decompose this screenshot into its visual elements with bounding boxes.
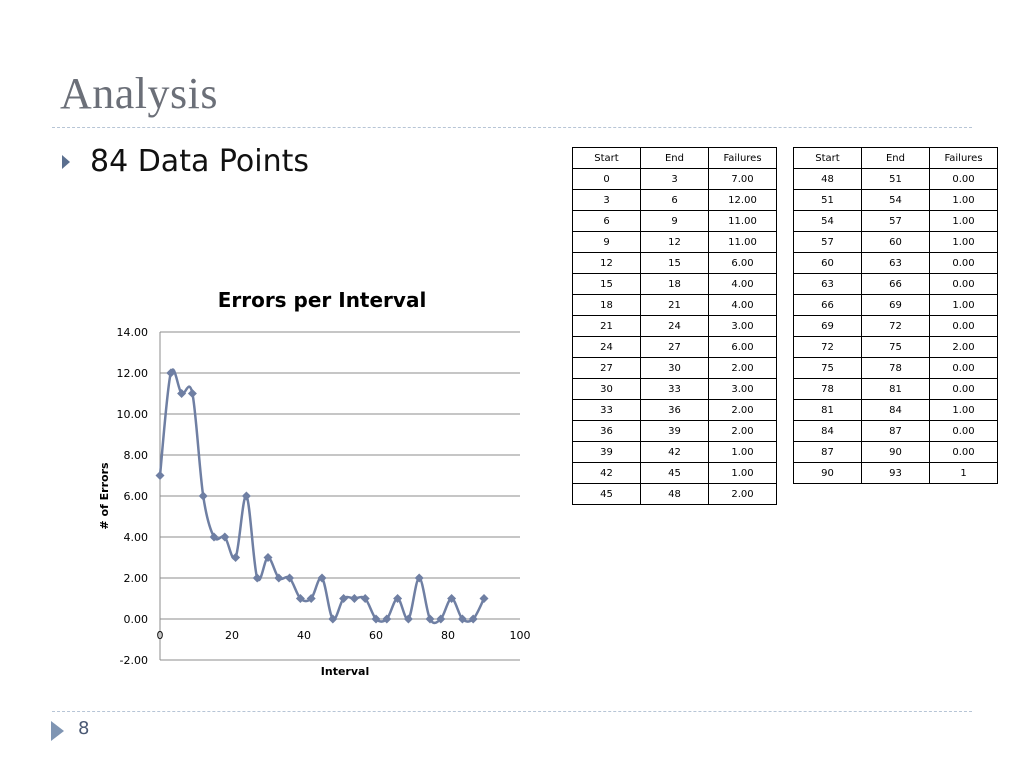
- table-cell: 72: [862, 316, 930, 337]
- table-cell: 93: [862, 463, 930, 484]
- x-axis-label: Interval: [320, 665, 370, 678]
- table-row: [794, 337, 998, 358]
- table-cell: 9: [573, 232, 641, 253]
- y-tick-label: 4.00: [123, 531, 148, 544]
- data-point: [350, 594, 359, 603]
- y-tick-label: 0.00: [123, 613, 148, 626]
- table-header-row: [573, 148, 777, 169]
- table-cell: 63: [794, 274, 862, 295]
- table-cell: 3.00: [709, 379, 777, 400]
- page-number: 8: [78, 718, 90, 739]
- table-cell: 30: [573, 379, 641, 400]
- table-cell: 4.00: [709, 295, 777, 316]
- table-cell: 11.00: [709, 211, 777, 232]
- data-point: [156, 471, 165, 480]
- table-cell: 30: [641, 358, 709, 379]
- bullet-point: [62, 144, 309, 179]
- title-divider: [52, 127, 972, 128]
- column-header: End: [862, 148, 930, 169]
- y-tick-label: -2.00: [119, 654, 148, 667]
- table-cell: 6.00: [709, 253, 777, 274]
- table-row: [794, 358, 998, 379]
- table-cell: 3.00: [709, 316, 777, 337]
- table-cell: 81: [862, 379, 930, 400]
- footer-arrow-icon: [51, 721, 64, 741]
- table-cell: 2.00: [709, 400, 777, 421]
- table-cell: 7.00: [709, 169, 777, 190]
- table-cell: 1.00: [930, 400, 998, 421]
- table-row: [573, 274, 777, 295]
- table-row: [794, 274, 998, 295]
- table-cell: 0.00: [930, 316, 998, 337]
- failures-table-right: [793, 147, 998, 484]
- table-cell: 1.00: [709, 463, 777, 484]
- table-cell: 0.00: [930, 358, 998, 379]
- table-cell: 39: [573, 442, 641, 463]
- footer-divider: [52, 711, 972, 712]
- x-tick-label: 20: [225, 629, 239, 642]
- table-cell: 81: [794, 400, 862, 421]
- y-tick-label: 2.00: [123, 572, 148, 585]
- y-tick-label: 10.00: [116, 408, 148, 421]
- table-cell: 69: [794, 316, 862, 337]
- x-tick-label: 40: [297, 629, 311, 642]
- table-cell: 57: [862, 211, 930, 232]
- table-cell: 33: [573, 400, 641, 421]
- chart-title: Errors per Interval: [217, 288, 427, 312]
- table-cell: 9: [641, 211, 709, 232]
- y-axis-label: # of Errors: [98, 462, 111, 530]
- data-point: [480, 594, 489, 603]
- table-row: [573, 190, 777, 211]
- data-point: [188, 389, 197, 398]
- table-cell: 3: [641, 169, 709, 190]
- table-row: [573, 421, 777, 442]
- column-header: End: [641, 148, 709, 169]
- x-tick-label: 80: [441, 629, 455, 642]
- table-row: [573, 484, 777, 505]
- table-row: [573, 295, 777, 316]
- table-cell: 90: [862, 442, 930, 463]
- table-row: [573, 232, 777, 253]
- table-cell: 69: [862, 295, 930, 316]
- table-cell: 6.00: [709, 337, 777, 358]
- y-tick-label: 8.00: [123, 449, 148, 462]
- table-row: [794, 253, 998, 274]
- table-cell: 54: [862, 190, 930, 211]
- table-cell: 72: [794, 337, 862, 358]
- table-cell: 87: [862, 421, 930, 442]
- table-cell: 0.00: [930, 421, 998, 442]
- table-row: [794, 463, 998, 484]
- table-row: [794, 232, 998, 253]
- x-tick-label: 0: [156, 629, 164, 642]
- table-cell: 42: [573, 463, 641, 484]
- y-tick-label: 14.00: [116, 326, 148, 339]
- failures-table-left: [572, 147, 777, 505]
- table-row: [794, 295, 998, 316]
- table-cell: 87: [794, 442, 862, 463]
- table-cell: 21: [573, 316, 641, 337]
- table-cell: 24: [641, 316, 709, 337]
- table-cell: 75: [862, 337, 930, 358]
- table-cell: 15: [641, 253, 709, 274]
- table-cell: 0.00: [930, 379, 998, 400]
- table-cell: 48: [641, 484, 709, 505]
- chart-svg: [90, 280, 540, 690]
- table-cell: 1.00: [930, 232, 998, 253]
- table-cell: 1: [930, 463, 998, 484]
- table-cell: 21: [641, 295, 709, 316]
- table-cell: 1.00: [930, 190, 998, 211]
- table-cell: 84: [794, 421, 862, 442]
- table-row: [794, 211, 998, 232]
- table-cell: 1.00: [930, 211, 998, 232]
- x-tick-label: 100: [509, 629, 531, 642]
- table-cell: 36: [573, 421, 641, 442]
- table-cell: 2.00: [709, 358, 777, 379]
- column-header: Start: [573, 148, 641, 169]
- table-row: [573, 316, 777, 337]
- bullet-text: 84 Data Points: [90, 144, 309, 179]
- slide-title: Analysis: [60, 69, 218, 118]
- column-header: Start: [794, 148, 862, 169]
- table-cell: 75: [794, 358, 862, 379]
- table-row: [573, 337, 777, 358]
- table-cell: 12: [573, 253, 641, 274]
- table-cell: 33: [641, 379, 709, 400]
- table-cell: 51: [862, 169, 930, 190]
- table-row: [794, 400, 998, 421]
- table-cell: 27: [641, 337, 709, 358]
- table-cell: 78: [794, 379, 862, 400]
- table-cell: 1.00: [709, 442, 777, 463]
- table-cell: 60: [862, 232, 930, 253]
- table-row: [794, 379, 998, 400]
- table-cell: 6: [641, 190, 709, 211]
- table-cell: 39: [641, 421, 709, 442]
- table-cell: 2.00: [709, 484, 777, 505]
- table-cell: 2.00: [930, 337, 998, 358]
- table-row: [573, 379, 777, 400]
- table-cell: 0.00: [930, 442, 998, 463]
- table-cell: 54: [794, 211, 862, 232]
- table-cell: 12: [641, 232, 709, 253]
- table-header-row: [794, 148, 998, 169]
- table-row: [573, 442, 777, 463]
- table-cell: 0: [573, 169, 641, 190]
- data-point: [220, 533, 229, 542]
- table-cell: 11.00: [709, 232, 777, 253]
- table-cell: 57: [794, 232, 862, 253]
- table-cell: 51: [794, 190, 862, 211]
- table-cell: 18: [641, 274, 709, 295]
- table-cell: 45: [573, 484, 641, 505]
- table-row: [573, 358, 777, 379]
- table-cell: 0.00: [930, 169, 998, 190]
- table-cell: 90: [794, 463, 862, 484]
- table-cell: 66: [862, 274, 930, 295]
- table-row: [573, 253, 777, 274]
- table-cell: 18: [573, 295, 641, 316]
- table-cell: 0.00: [930, 253, 998, 274]
- table-cell: 45: [641, 463, 709, 484]
- bullet-arrow-icon: [62, 155, 70, 169]
- table-cell: 66: [794, 295, 862, 316]
- table-row: [573, 463, 777, 484]
- data-point: [199, 492, 208, 501]
- table-cell: 36: [641, 400, 709, 421]
- column-header: Failures: [930, 148, 998, 169]
- table-cell: 24: [573, 337, 641, 358]
- x-tick-label: 60: [369, 629, 383, 642]
- table-cell: 1.00: [930, 295, 998, 316]
- table-row: [794, 169, 998, 190]
- table-cell: 84: [862, 400, 930, 421]
- y-tick-label: 12.00: [116, 367, 148, 380]
- table-cell: 6: [573, 211, 641, 232]
- table-cell: 27: [573, 358, 641, 379]
- table-row: [794, 442, 998, 463]
- table-cell: 42: [641, 442, 709, 463]
- table-cell: 0.00: [930, 274, 998, 295]
- table-cell: 4.00: [709, 274, 777, 295]
- table-cell: 60: [794, 253, 862, 274]
- table-row: [794, 316, 998, 337]
- table-cell: 2.00: [709, 421, 777, 442]
- column-header: Failures: [709, 148, 777, 169]
- table-row: [573, 400, 777, 421]
- y-tick-label: 6.00: [123, 490, 148, 503]
- table-row: [573, 169, 777, 190]
- table-cell: 12.00: [709, 190, 777, 211]
- table-cell: 78: [862, 358, 930, 379]
- table-cell: 15: [573, 274, 641, 295]
- table-cell: 48: [794, 169, 862, 190]
- table-cell: 63: [862, 253, 930, 274]
- errors-chart: [90, 280, 540, 690]
- table-cell: 3: [573, 190, 641, 211]
- table-row: [573, 211, 777, 232]
- table-row: [794, 190, 998, 211]
- table-row: [794, 421, 998, 442]
